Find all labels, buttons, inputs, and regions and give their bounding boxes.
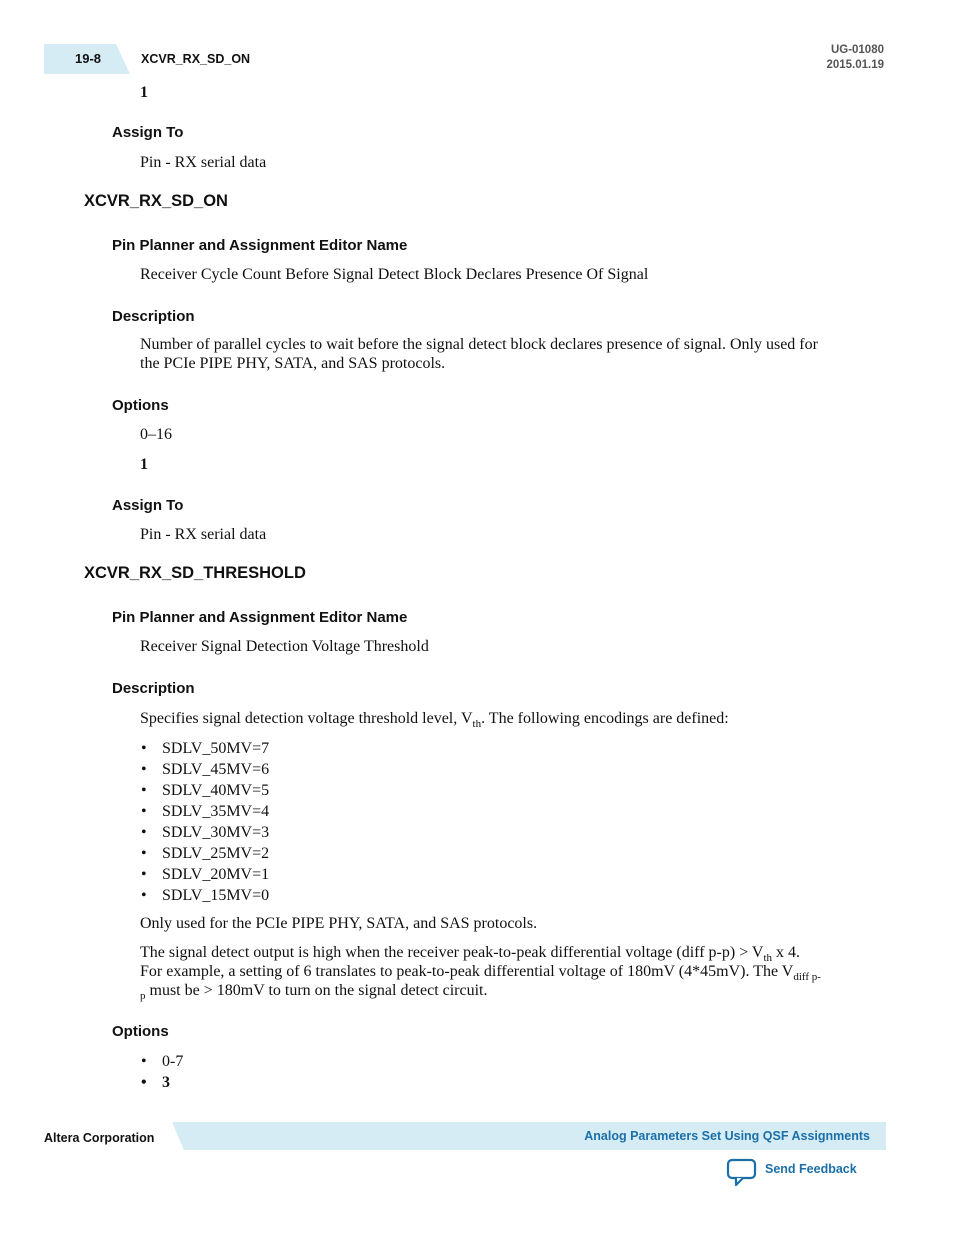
section-title-rx-sd-on: XCVR_RX_SD_ON	[84, 192, 228, 210]
document-date: 2015.01.19	[826, 59, 884, 71]
detail-line	[140, 962, 821, 981]
send-feedback-button[interactable]	[726, 1158, 866, 1188]
pin-planner-name: Receiver Signal Detection Voltage Threshold	[140, 638, 429, 655]
list-item: • SDLV_40MV=5	[140, 780, 269, 801]
text-run: x 4.	[772, 944, 801, 961]
list-item: • SDLV_25MV=2	[140, 843, 269, 864]
document-id	[826, 43, 884, 73]
subscript: p	[140, 990, 146, 1002]
description-heading: Description	[112, 680, 195, 697]
list-item: • 0-7	[140, 1051, 183, 1072]
speech-bubble-icon	[726, 1158, 758, 1188]
list-item: • SDLV_20MV=1	[140, 864, 269, 885]
page-number: 19-8	[75, 51, 102, 66]
protocols-note: Only used for the PCIe PIPE PHY, SATA, and SAS protocols.	[140, 915, 538, 932]
list-item-default: • 3	[140, 1072, 183, 1093]
assign-to-value: Pin - RX serial data	[140, 154, 267, 171]
subscript: th	[472, 718, 482, 730]
footer-company: Altera Corporation	[44, 1131, 155, 1145]
options-heading: Options	[112, 1023, 169, 1040]
detail-line	[140, 943, 821, 962]
text-run: must be > 180mV to turn on the signal detect circuit.	[145, 982, 488, 999]
pin-planner-name: Receiver Cycle Count Before Signal Detect Block Declares Presence Of Signal	[140, 266, 649, 283]
assign-to-heading: Assign To	[112, 124, 184, 141]
description-line: the PCIe PIPE PHY, SATA, and SAS protocols.	[140, 355, 446, 372]
list-item: • SDLV_35MV=4	[140, 801, 269, 822]
text-run: For example, a setting of 6 translates to peak-to-peak differential voltage of 180mV (4*45mV). The V	[140, 963, 794, 980]
subscript: diff p-	[793, 971, 821, 983]
detail-paragraph	[140, 943, 821, 1000]
encoding-list	[140, 738, 269, 906]
options-default: 1	[140, 456, 148, 473]
list-item: • SDLV_45MV=6	[140, 759, 269, 780]
subscript: th	[763, 952, 773, 964]
options-range: 0–16	[140, 426, 172, 443]
section-title-rx-sd-threshold: XCVR_RX_SD_THRESHOLD	[84, 564, 306, 582]
footer-section-link[interactable]: Analog Parameters Set Using QSF Assignments	[584, 1129, 870, 1143]
assign-to-heading: Assign To	[112, 497, 184, 514]
options-list	[140, 1051, 183, 1093]
pin-planner-heading: Pin Planner and Assignment Editor Name	[112, 609, 408, 626]
list-item: • SDLV_50MV=7	[140, 738, 269, 759]
detail-line	[140, 981, 821, 1000]
send-feedback-label: Send Feedback	[765, 1162, 857, 1176]
document-id-code: UG-01080	[830, 44, 884, 56]
assign-to-value: Pin - RX serial data	[140, 526, 267, 543]
text-run: The signal detect output is high when the receiver peak-to-peak differential voltage (diff p-p) > V	[140, 944, 764, 961]
text-run: . The following encodings are defined:	[481, 710, 729, 727]
running-title: XCVR_RX_SD_ON	[141, 52, 251, 66]
text-run: Specifies signal detection voltage threshold level, V	[140, 710, 473, 727]
description-heading: Description	[112, 308, 195, 325]
options-heading: Options	[112, 397, 169, 414]
previous-default-value: 1	[140, 84, 148, 101]
description-text	[140, 335, 818, 373]
description-intro	[140, 709, 729, 728]
description-line: Number of parallel cycles to wait before the signal detect block declares presence of signal. Only used for	[140, 336, 818, 353]
pin-planner-heading: Pin Planner and Assignment Editor Name	[112, 237, 408, 254]
list-item: • SDLV_30MV=3	[140, 822, 269, 843]
list-item: • SDLV_15MV=0	[140, 885, 269, 906]
